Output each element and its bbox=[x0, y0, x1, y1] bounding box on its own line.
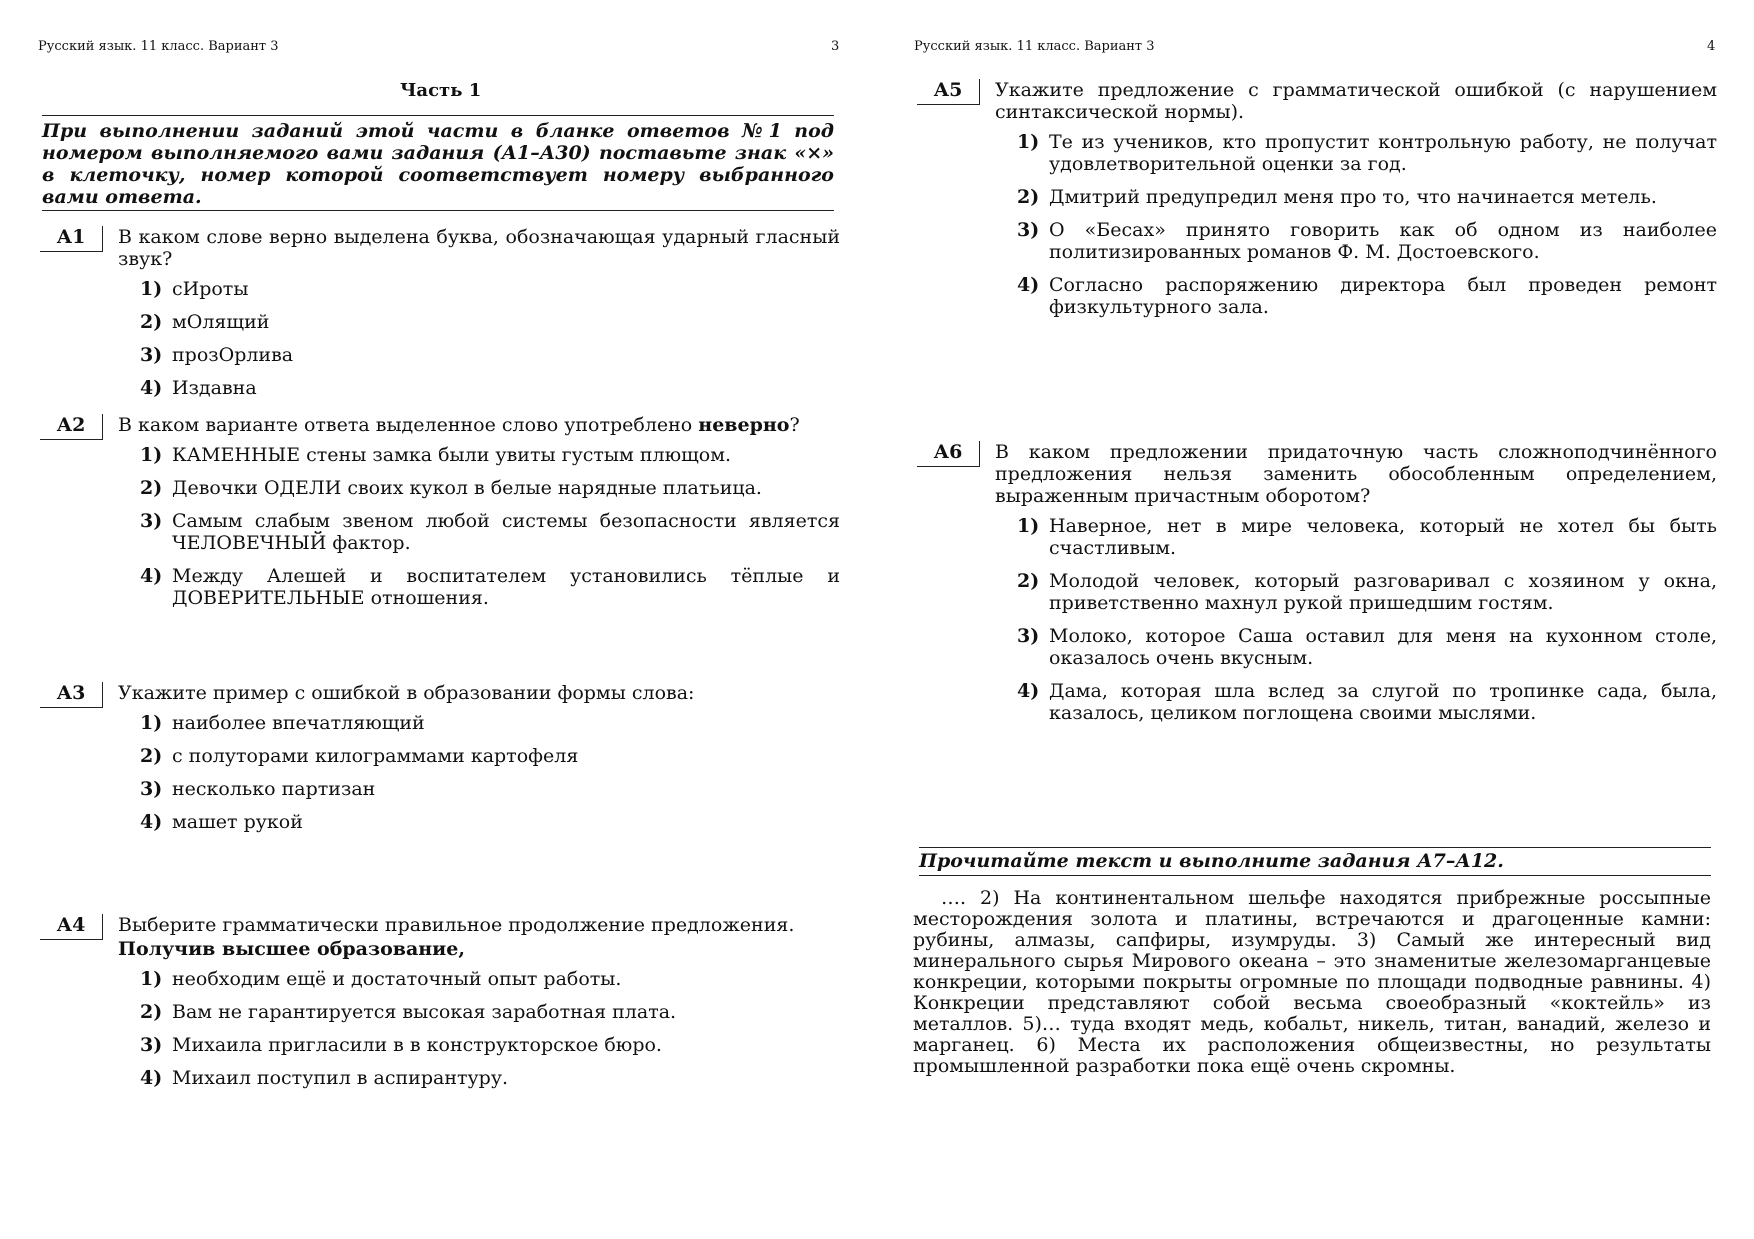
option-number: 2) bbox=[1017, 186, 1040, 208]
option-number: 4) bbox=[140, 1067, 163, 1089]
task-a6 bbox=[917, 441, 1717, 735]
option-text: прозОрлива bbox=[172, 344, 294, 366]
answer-option bbox=[140, 278, 497, 300]
option-number: 3) bbox=[140, 510, 163, 532]
task-question: Укажите предложение с грамматической ошибкой (с нарушением синтаксической нормы). bbox=[995, 79, 1717, 123]
task-a4 bbox=[40, 914, 840, 1100]
reading-heading: Прочитайте текст и выполните задания А7–А12. bbox=[919, 847, 1711, 876]
option-text: необходим ещё и достаточный опыт работы. bbox=[172, 968, 622, 990]
answer-option bbox=[140, 712, 840, 734]
answer-option bbox=[140, 377, 497, 399]
option-text: несколько партизан bbox=[172, 778, 376, 800]
task-question: В каком предложении придаточную часть сложноподчинённого предложения нельзя заменить обособленным определением, выраженным причастным оборотом? bbox=[995, 441, 1717, 507]
task-label: А3 bbox=[40, 682, 103, 708]
option-text: КАМЕННЫЕ стены замка были увиты густым плющом. bbox=[172, 444, 732, 466]
option-number: 4) bbox=[140, 565, 163, 587]
answer-option bbox=[140, 344, 497, 366]
answer-option bbox=[140, 968, 840, 990]
answer-option bbox=[140, 565, 840, 609]
task-label: А5 bbox=[917, 79, 980, 105]
running-head: Русский язык. 11 класс. Вариант 3 bbox=[38, 39, 279, 54]
option-number: 2) bbox=[1017, 570, 1040, 592]
question-emphasis: неверно bbox=[698, 414, 790, 436]
option-number: 1) bbox=[1017, 131, 1040, 153]
option-text: Дмитрий предупредил меня про то, что начинается метель. bbox=[1049, 186, 1657, 208]
option-number: 4) bbox=[1017, 274, 1040, 296]
task-question bbox=[118, 414, 840, 436]
option-text: О «Бесах» принято говорить как об одном из наиболее политизированных романов Ф. М. Достоевского. bbox=[1049, 219, 1717, 263]
task-label: А4 bbox=[40, 914, 103, 940]
question-text: В каком варианте ответа выделенное слово употреблено bbox=[118, 414, 699, 436]
option-number: 3) bbox=[140, 1034, 163, 1056]
task-label: А6 bbox=[917, 441, 980, 467]
answer-options bbox=[140, 712, 840, 833]
question-text: ? bbox=[789, 414, 800, 436]
option-text: сИроты bbox=[172, 278, 249, 300]
instruction-box: При выполнении заданий этой части в бланке ответов №1 под номером выполняемого вами задания (А1–А30) поставьте знак «×» в клеточку, номер которой соответствует номеру выбранного вами ответа. bbox=[42, 115, 834, 211]
option-text: Самым слабым звеном любой системы безопасности является ЧЕЛОВЕЧНЫЙ фактор. bbox=[172, 510, 840, 554]
answer-option bbox=[1017, 274, 1717, 318]
option-number: 1) bbox=[140, 278, 163, 300]
option-text: Молодой человек, который разговаривал с хозяином у окна, приветственно махнул рукой пришедшим гостям. bbox=[1049, 570, 1717, 614]
option-number: 4) bbox=[1017, 680, 1040, 702]
task-label: А1 bbox=[40, 226, 103, 252]
option-number: 1) bbox=[1017, 515, 1040, 537]
option-number: 3) bbox=[1017, 625, 1040, 647]
right-page bbox=[877, 0, 1754, 1239]
task-question: Выберите грамматически правильное продолжение предложения. bbox=[118, 914, 795, 936]
option-text: Наверное, нет в мире человека, который не хотел бы быть счастливым. bbox=[1049, 515, 1717, 559]
option-text: Те из учеников, кто пропустит контрольную работу, не получат удовлетворительной оценки за год. bbox=[1049, 131, 1717, 175]
page-number: 4 bbox=[1707, 39, 1716, 54]
option-text: машет рукой bbox=[172, 811, 303, 833]
answer-option bbox=[140, 444, 840, 466]
answer-option bbox=[1017, 131, 1717, 175]
option-text: Согласно распоряжению директора был проведен ремонт физкультурного зала. bbox=[1049, 274, 1717, 318]
option-text: Вам не гарантируется высокая заработная плата. bbox=[172, 1001, 677, 1023]
answer-option bbox=[140, 311, 497, 333]
option-number: 1) bbox=[140, 968, 163, 990]
task-a5 bbox=[917, 79, 1717, 329]
option-text: Михаила пригласили в в конструкторское бюро. bbox=[172, 1034, 662, 1056]
option-text: Молоко, которое Саша оставил для меня на кухонном столе, оказалось очень вкусным. bbox=[1049, 625, 1717, 669]
answer-option bbox=[1017, 680, 1717, 724]
reading-passage: …. 2) На континентальном шельфе находятся прибрежные россыпные месторождения золота и платины, встречаются и драгоценные камни: рубины, алмазы, сапфиры, изумруды. 3) Самый же интересный вид минерального сырья Мирового океана – это знаменитые железомарганцевые конкреции, которыми покрыты огромные по площади подводные равнины. 4) Конкреции представляют собой весьма своеобразный «коктейль» из металлов. 5)… туда входят медь, кобальт, никель, титан, ванадий, железо и марганец. 6) Места их расположения общеизвестны, но результаты промышленной разработки пока ещё очень скромны. bbox=[913, 887, 1711, 1077]
option-number: 1) bbox=[140, 712, 163, 734]
answer-option bbox=[140, 1001, 840, 1023]
option-number: 3) bbox=[1017, 219, 1040, 241]
answer-option bbox=[140, 811, 840, 833]
answer-options bbox=[1017, 515, 1717, 724]
part-title: Часть 1 bbox=[400, 80, 482, 101]
option-text: Издавна bbox=[172, 377, 257, 399]
sentence-stem: Получив высшее образование, bbox=[118, 938, 465, 960]
task-question: Укажите пример с ошибкой в образовании формы слова: bbox=[118, 682, 695, 704]
page-number: 3 bbox=[831, 39, 840, 54]
option-text: Между Алешей и воспитателем установились тёплые и ДОВЕРИТЕЛЬНЫЕ отношения. bbox=[172, 565, 840, 609]
answer-option bbox=[140, 477, 840, 499]
answer-options bbox=[140, 968, 840, 1089]
answer-option bbox=[140, 1034, 840, 1056]
option-number: 2) bbox=[140, 311, 163, 333]
option-text: наиболее впечатляющий bbox=[172, 712, 425, 734]
task-label: А2 bbox=[40, 414, 103, 440]
task-a3 bbox=[40, 682, 840, 844]
answer-option bbox=[1017, 219, 1717, 263]
answer-options bbox=[140, 444, 840, 609]
option-number: 2) bbox=[140, 477, 163, 499]
task-question: В каком слове верно выделена буква, обозначающая ударный гласный звук? bbox=[118, 226, 840, 270]
option-number: 2) bbox=[140, 1001, 163, 1023]
answer-option bbox=[1017, 186, 1717, 208]
answer-option bbox=[1017, 515, 1717, 559]
answer-option bbox=[1017, 625, 1717, 669]
option-text: с полуторами килограммами картофеля bbox=[172, 745, 579, 767]
answer-options bbox=[140, 278, 840, 410]
answer-option bbox=[140, 778, 840, 800]
answer-options bbox=[1017, 131, 1717, 318]
running-head: Русский язык. 11 класс. Вариант 3 bbox=[914, 39, 1155, 54]
option-text: Михаил поступил в аспирантуру. bbox=[172, 1067, 509, 1089]
option-number: 2) bbox=[140, 745, 163, 767]
option-text: Девочки ОДЕЛИ своих кукол в белые нарядные платьица. bbox=[172, 477, 762, 499]
option-text: Дама, которая шла вслед за слугой по тропинке сада, была, казалось, целиком поглощена своими мыслями. bbox=[1049, 680, 1717, 724]
task-a2 bbox=[40, 414, 840, 620]
answer-option bbox=[140, 1067, 840, 1089]
option-number: 4) bbox=[140, 377, 163, 399]
option-text: мОлящий bbox=[172, 311, 270, 333]
answer-option bbox=[140, 510, 840, 554]
option-number: 4) bbox=[140, 811, 163, 833]
task-a1 bbox=[40, 226, 840, 410]
answer-option bbox=[1017, 570, 1717, 614]
answer-option bbox=[140, 745, 840, 767]
option-number: 3) bbox=[140, 344, 163, 366]
option-number: 3) bbox=[140, 778, 163, 800]
option-number: 1) bbox=[140, 444, 163, 466]
